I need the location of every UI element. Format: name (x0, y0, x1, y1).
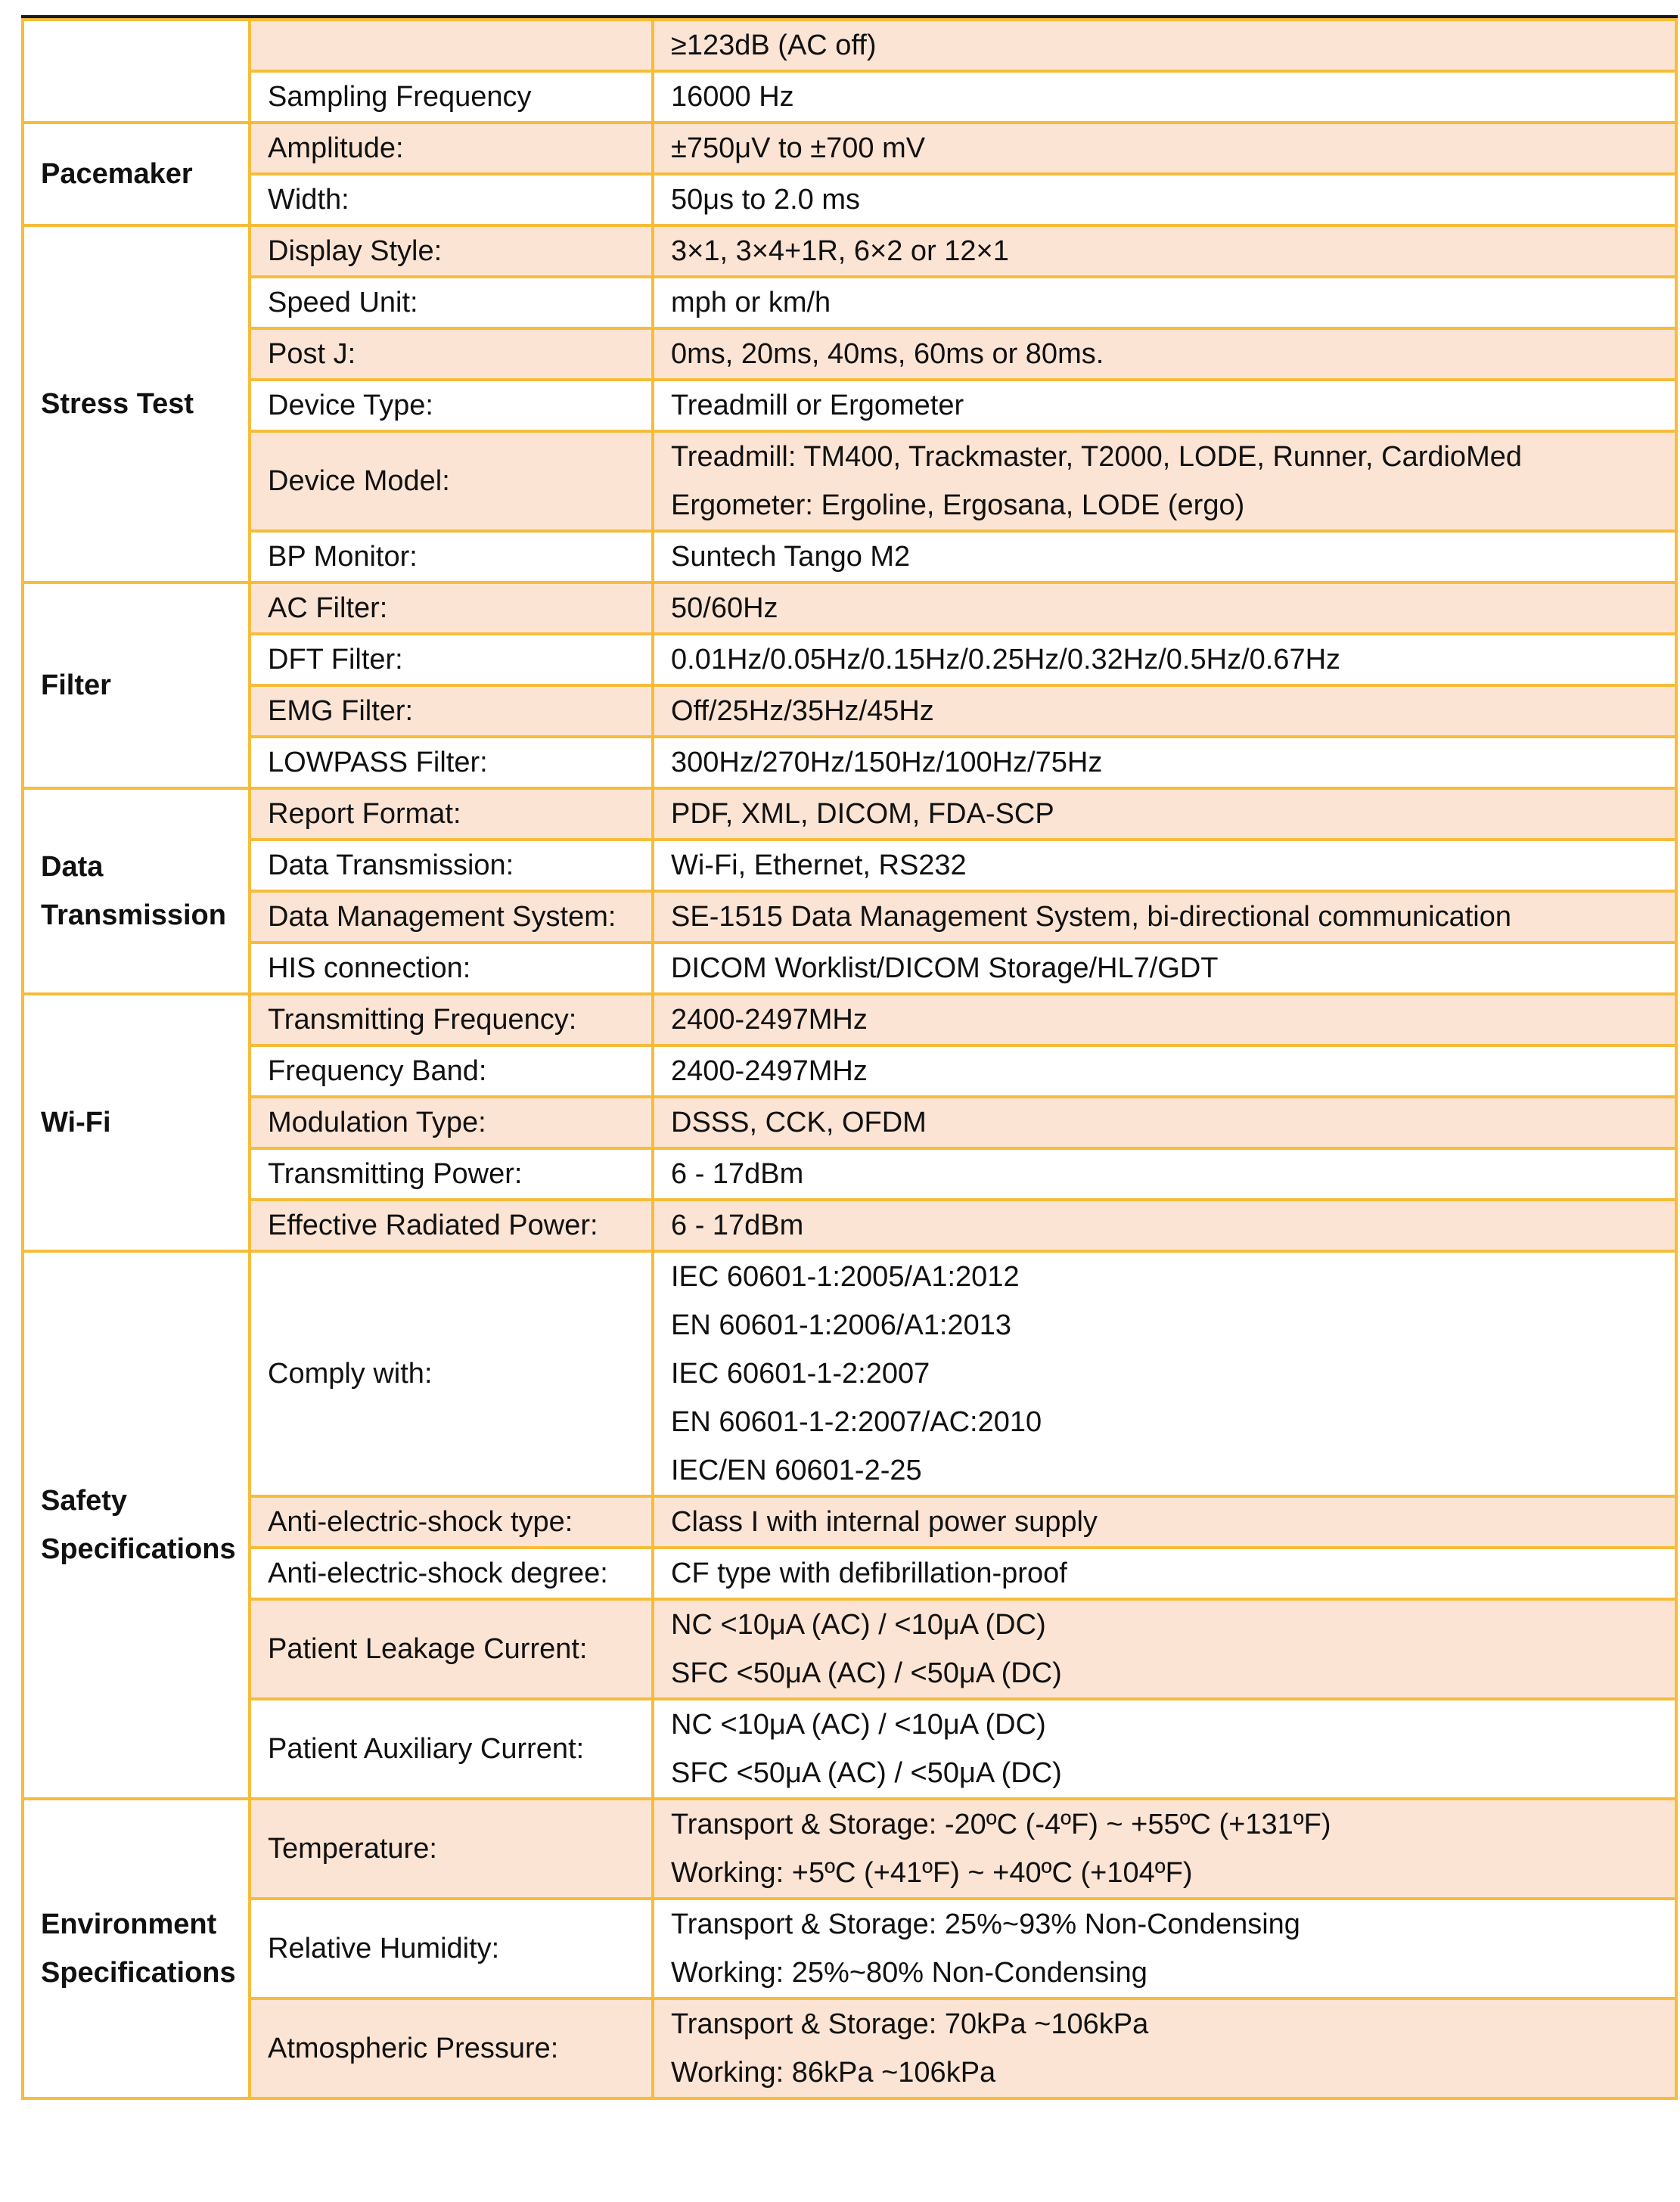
table-row (23, 380, 1676, 431)
value-line: 2400-2497MHz (671, 1055, 868, 1087)
value-line: 6 - 17dBm (671, 1158, 804, 1190)
category-label: Safety (41, 1485, 128, 1517)
parameter-value (653, 20, 1676, 71)
table-row (23, 123, 1676, 174)
value-line: 0ms, 20ms, 40ms, 60ms or 80ms. (671, 338, 1104, 370)
parameter-name: Report Format: (250, 788, 653, 840)
table-row (23, 1548, 1676, 1599)
table-row (23, 71, 1676, 123)
specification-table (21, 18, 1678, 2100)
value-line: ±750μV to ±700 mV (671, 132, 926, 164)
value-line: EN 60601-1-2:2007/AC:2010 (671, 1406, 1042, 1438)
parameter-name: Patient Auxiliary Current: (250, 1699, 653, 1799)
parameter-name: Anti-electric-shock type: (250, 1496, 653, 1548)
table-row (23, 994, 1676, 1045)
parameter-value (653, 634, 1676, 685)
parameter-name: BP Monitor: (250, 531, 653, 582)
parameter-name: Data Transmission: (250, 840, 653, 891)
parameter-name: Device Model: (250, 431, 653, 531)
parameter-name: LOWPASS Filter: (250, 737, 653, 788)
parameter-value (653, 1699, 1676, 1799)
value-line: Suntech Tango M2 (671, 541, 911, 573)
value-line: Wi-Fi, Ethernet, RS232 (671, 849, 967, 881)
parameter-value (653, 1548, 1676, 1599)
value-line: Treadmill or Ergometer (671, 390, 964, 421)
table-row (23, 20, 1676, 71)
parameter-value (653, 71, 1676, 123)
value-line: IEC 60601-1:2005/A1:2012 (671, 1261, 1020, 1293)
table-row (23, 582, 1676, 634)
table-row (23, 685, 1676, 737)
value-line: SE-1515 Data Management System, bi-directional communication (671, 901, 1511, 933)
value-line: PDF, XML, DICOM, FDA-SCP (671, 798, 1054, 830)
category-cell (23, 225, 250, 582)
value-line: DICOM Worklist/DICOM Storage/HL7/GDT (671, 952, 1219, 984)
table-row (23, 737, 1676, 788)
parameter-value (653, 1899, 1676, 1999)
category-cell (23, 582, 250, 788)
value-line: 50/60Hz (671, 592, 778, 624)
value-line: Transport & Storage: -20ºC (-4ºF) ~ +55ºC (+131ºF) (671, 1809, 1331, 1840)
value-line: Working: 86kPa ~106kPa (671, 2057, 996, 2089)
parameter-value (653, 431, 1676, 531)
table-row (23, 1148, 1676, 1200)
table-row (23, 225, 1676, 277)
parameter-value (653, 1799, 1676, 1899)
value-line: Transport & Storage: 70kPa ~106kPa (671, 2008, 1149, 2040)
value-line: 6 - 17dBm (671, 1210, 804, 1241)
table-row (23, 1045, 1676, 1097)
parameter-name: Atmospheric Pressure: (250, 1999, 653, 2098)
parameter-name: Patient Leakage Current: (250, 1599, 653, 1699)
parameter-name: AC Filter: (250, 582, 653, 634)
parameter-value (653, 174, 1676, 225)
parameter-value (653, 531, 1676, 582)
parameter-value (653, 1496, 1676, 1548)
parameter-value (653, 994, 1676, 1045)
parameter-value (653, 840, 1676, 891)
parameter-value (653, 380, 1676, 431)
category-label: Stress Test (41, 388, 194, 420)
table-row (23, 1251, 1676, 1496)
value-line: Transport & Storage: 25%~93% Non-Condensing (671, 1909, 1300, 1940)
parameter-name: Transmitting Power: (250, 1148, 653, 1200)
parameter-name: DFT Filter: (250, 634, 653, 685)
parameter-name: Display Style: (250, 225, 653, 277)
table-row (23, 840, 1676, 891)
parameter-value (653, 328, 1676, 380)
table-row (23, 531, 1676, 582)
category-cell (23, 994, 250, 1251)
parameter-value (653, 225, 1676, 277)
parameter-name: Amplitude: (250, 123, 653, 174)
value-line: 50μs to 2.0 ms (671, 184, 861, 216)
table-row (23, 1699, 1676, 1799)
table-row (23, 174, 1676, 225)
parameter-value (653, 1200, 1676, 1251)
table-row (23, 1599, 1676, 1699)
table-row (23, 1200, 1676, 1251)
parameter-name: Sampling Frequency (250, 71, 653, 123)
parameter-value (653, 891, 1676, 943)
value-line: 2400-2497MHz (671, 1004, 868, 1036)
parameter-value (653, 1599, 1676, 1699)
value-line: Ergometer: Ergoline, Ergosana, LODE (ergo) (671, 489, 1245, 521)
category-label: Filter (41, 669, 111, 701)
value-line: Class I with internal power supply (671, 1506, 1098, 1538)
value-line: 3×1, 3×4+1R, 6×2 or 12×1 (671, 235, 1009, 267)
parameter-name: HIS connection: (250, 943, 653, 994)
table-row (23, 1496, 1676, 1548)
value-line: Off/25Hz/35Hz/45Hz (671, 695, 934, 727)
parameter-name: Frequency Band: (250, 1045, 653, 1097)
value-line: SFC <50μA (AC) / <50μA (DC) (671, 1757, 1062, 1789)
value-line: DSSS, CCK, OFDM (671, 1107, 927, 1138)
parameter-name: Modulation Type: (250, 1097, 653, 1148)
parameter-name: Post J: (250, 328, 653, 380)
parameter-name: Anti-electric-shock degree: (250, 1548, 653, 1599)
parameter-name: Effective Radiated Power: (250, 1200, 653, 1251)
category-label: Wi-Fi (41, 1107, 111, 1138)
parameter-value (653, 943, 1676, 994)
value-line: IEC/EN 60601-2-25 (671, 1455, 922, 1486)
category-label: Environment (41, 1909, 217, 1940)
value-line: CF type with defibrillation-proof (671, 1558, 1067, 1589)
parameter-name: Relative Humidity: (250, 1899, 653, 1999)
parameter-value (653, 123, 1676, 174)
value-line: 300Hz/270Hz/150Hz/100Hz/75Hz (671, 747, 1103, 778)
parameter-name: Width: (250, 174, 653, 225)
value-line: ≥123dB (AC off) (671, 30, 877, 61)
table-row (23, 634, 1676, 685)
parameter-name: Device Type: (250, 380, 653, 431)
value-line: Treadmill: TM400, Trackmaster, T2000, LODE, Runner, CardioMed (671, 441, 1522, 473)
table-row (23, 1097, 1676, 1148)
parameter-name (250, 20, 653, 71)
category-label: Transmission (41, 899, 226, 931)
parameter-value (653, 277, 1676, 328)
parameter-value (653, 1148, 1676, 1200)
parameter-value (653, 737, 1676, 788)
table-row (23, 788, 1676, 840)
parameter-value (653, 1045, 1676, 1097)
parameter-value (653, 1097, 1676, 1148)
category-cell (23, 123, 250, 225)
table-row (23, 891, 1676, 943)
parameter-value (653, 685, 1676, 737)
value-line: 16000 Hz (671, 81, 794, 113)
value-line: Working: +5ºC (+41ºF) ~ +40ºC (+104ºF) (671, 1857, 1193, 1889)
value-line: NC <10μA (AC) / <10μA (DC) (671, 1709, 1046, 1741)
parameter-value (653, 788, 1676, 840)
parameter-value (653, 1999, 1676, 2098)
category-label: Specifications (41, 1533, 236, 1565)
category-label: Pacemaker (41, 158, 193, 190)
parameter-name: Data Management System: (250, 891, 653, 943)
table-row (23, 1999, 1676, 2098)
category-cell (23, 1799, 250, 2098)
value-line: IEC 60601-1-2:2007 (671, 1358, 930, 1390)
table-row (23, 277, 1676, 328)
specification-table-body (23, 20, 1676, 2098)
parameter-name: Comply with: (250, 1251, 653, 1496)
category-cell (23, 1251, 250, 1799)
value-line: mph or km/h (671, 287, 831, 318)
parameter-name: EMG Filter: (250, 685, 653, 737)
category-cell (23, 788, 250, 994)
parameter-value (653, 1251, 1676, 1496)
value-line: 0.01Hz/0.05Hz/0.15Hz/0.25Hz/0.32Hz/0.5Hz/0.67Hz (671, 644, 1341, 676)
parameter-name: Transmitting Frequency: (250, 994, 653, 1045)
table-row (23, 943, 1676, 994)
table-row (23, 1799, 1676, 1899)
table-row (23, 1899, 1676, 1999)
category-label: Data (41, 851, 104, 883)
parameter-name: Speed Unit: (250, 277, 653, 328)
value-line: NC <10μA (AC) / <10μA (DC) (671, 1609, 1046, 1641)
value-line: EN 60601-1:2006/A1:2013 (671, 1309, 1012, 1341)
value-line: Working: 25%~80% Non-Condensing (671, 1957, 1147, 1989)
parameter-value (653, 582, 1676, 634)
category-cell (23, 20, 250, 123)
parameter-name: Temperature: (250, 1799, 653, 1899)
value-line: SFC <50μA (AC) / <50μA (DC) (671, 1657, 1062, 1689)
table-row (23, 328, 1676, 380)
category-label: Specifications (41, 1957, 236, 1989)
table-row (23, 431, 1676, 531)
